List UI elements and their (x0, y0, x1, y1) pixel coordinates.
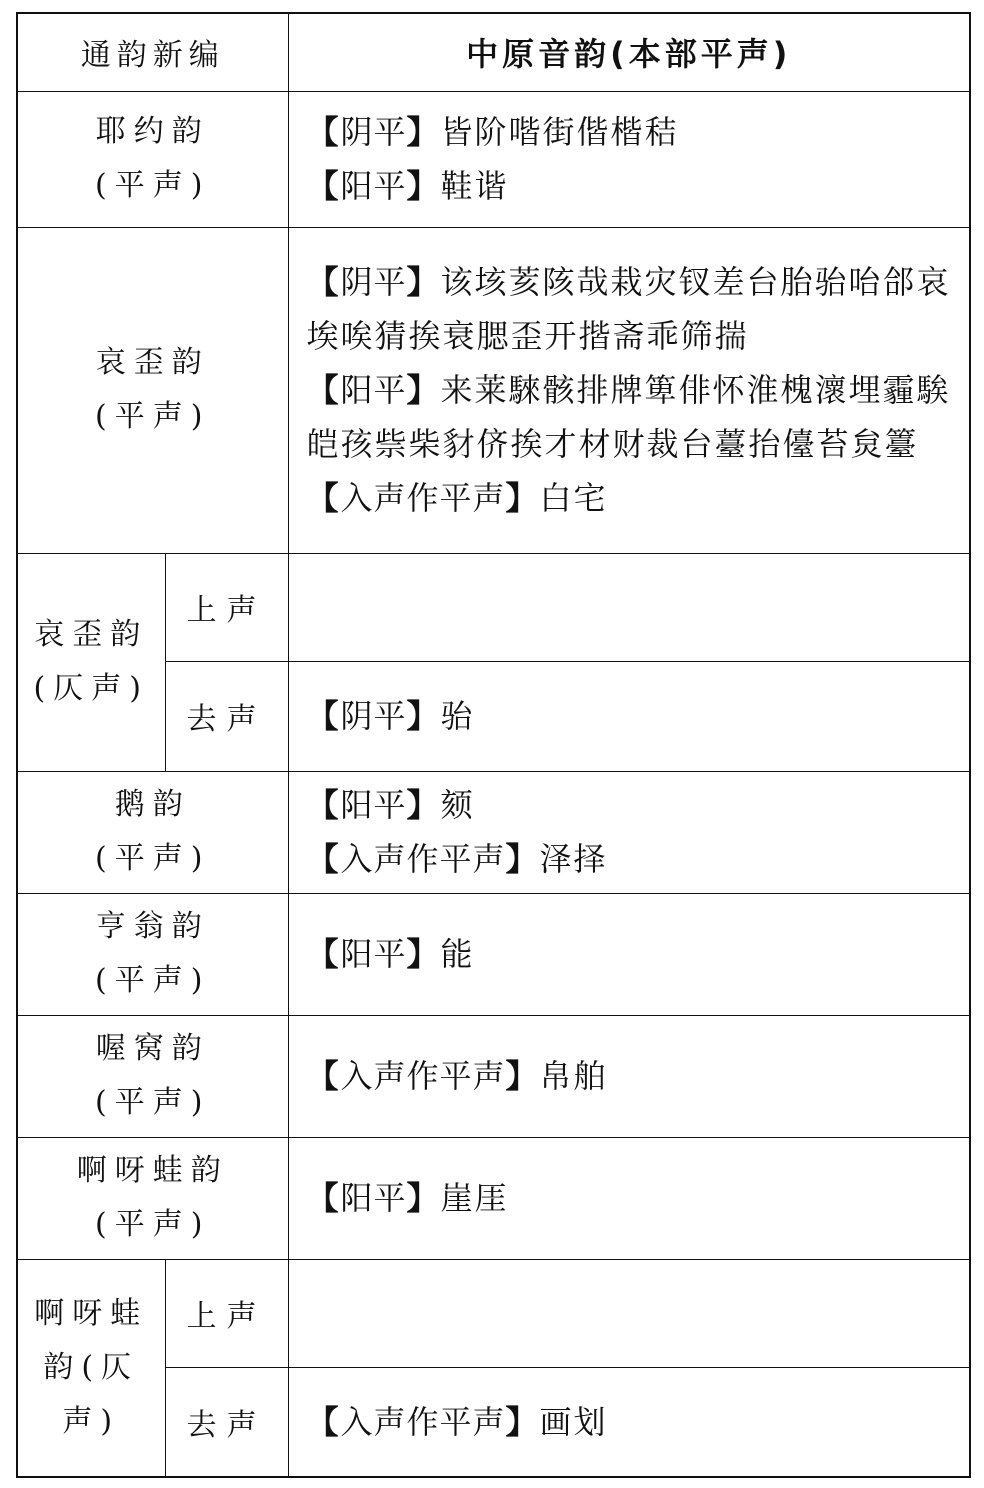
tone-group: 韵(仄声) (43, 1349, 140, 1439)
char-line: 【阴平】该垓荄陔哉栽灾钗差台胎骀咍郃哀埃唉猜挨衰腮歪开揩斋乖筛揣 (306, 263, 951, 355)
char-list: 皆阶喈街偕楷秸 (440, 113, 679, 151)
rhyme-name: 耶约韵 (95, 114, 210, 149)
char-list: 颏 (440, 786, 475, 824)
table-row (17, 893, 970, 1015)
rhyme-name-cell (17, 553, 165, 771)
char-list: 鞋谐 (440, 167, 509, 205)
rhyme-name: 鹅韵 (114, 787, 191, 822)
char-line: 【阳平】鞋谐 (306, 167, 509, 205)
table-row (17, 553, 970, 661)
char-list: 能 (440, 935, 475, 973)
char-list: 帛舶 (539, 1057, 608, 1095)
tone-name-cell: 上声 (165, 1259, 288, 1367)
rhyme-comparison-table (16, 12, 971, 1478)
tone-tag: 入声作平声 (340, 479, 506, 517)
tone-group: (平声) (95, 168, 211, 203)
rhyme-name: 亨翁韵 (95, 909, 210, 944)
rhyme-name-cell (17, 1259, 165, 1477)
table-row (17, 91, 970, 227)
rhyme-name-cell (17, 893, 288, 1015)
table-row (17, 771, 970, 893)
tone-tag: 阳平 (340, 786, 407, 824)
table-row (17, 1259, 970, 1367)
char-list: 来莱騋骸排牌箄俳怀淮槐瀤埋霾騃皑孩祡柴豺侪挨才材财裁台薹抬儓苔炱籉 (306, 371, 951, 463)
char-line: 【入声作平声】帛舶 (306, 1057, 608, 1095)
char-list: 骀 (440, 697, 475, 735)
tone-group: (平声) (95, 963, 211, 998)
rhyme-name: 啊呀蛙 (34, 1295, 149, 1331)
rhyme-name-cell (17, 1137, 288, 1259)
char-line: 【阳平】来莱騋骸排牌箄俳怀淮槐瀤埋霾騃皑孩祡柴豺侪挨才材财裁台薹抬儓苔炱籉 (306, 371, 951, 463)
char-line: 【入声作平声】泽择 (306, 840, 608, 878)
rhyme-name-cell (17, 1015, 288, 1137)
rhyme-name-cell (17, 91, 288, 227)
rhyme-chars-cell (288, 1137, 970, 1259)
tone-name-cell: 上声 (165, 553, 288, 661)
tone-tag: 阴平 (340, 113, 407, 151)
char-list: 崖厓 (440, 1179, 509, 1217)
rhyme-chars-cell (288, 1367, 970, 1477)
tone-tag: 阳平 (340, 371, 407, 409)
table-row (17, 227, 970, 553)
char-list: 泽择 (539, 840, 608, 878)
char-line: 【阳平】颏 (306, 786, 475, 824)
tone-group: (平声) (95, 1207, 211, 1242)
rhyme-name: 哀歪韵 (34, 617, 149, 652)
rhyme-name: 喔窝韵 (95, 1031, 210, 1066)
tone-tag: 入声作平声 (340, 840, 506, 878)
rhyme-chars-cell (288, 661, 970, 771)
tone-group: (平声) (95, 1085, 211, 1120)
tone-tag: 阴平 (340, 263, 407, 301)
char-list: 画划 (539, 1402, 608, 1441)
rhyme-name-cell (17, 227, 288, 553)
tone-tag: 入声作平声 (340, 1057, 506, 1095)
tone-tag: 入声作平声 (340, 1402, 506, 1441)
rhyme-name: 啊呀蛙韵 (76, 1153, 229, 1188)
rhyme-name-cell (17, 771, 288, 893)
char-line: 【入声作平声】白宅 (306, 479, 608, 517)
char-line: 【入声作平声】画划 (306, 1402, 608, 1441)
tone-group: (平声) (95, 399, 211, 434)
tone-tag: 阳平 (340, 1179, 407, 1217)
rhyme-chars-cell (288, 893, 970, 1015)
tone-tag: 阳平 (340, 167, 407, 205)
rhyme-chars-cell (288, 1259, 970, 1367)
table-row (17, 1015, 970, 1137)
header-row (17, 13, 970, 91)
tone-tag: 阴平 (340, 697, 407, 735)
rhyme-chars-cell (288, 91, 970, 227)
char-line: 【阳平】崖厓 (306, 1179, 509, 1217)
header-right-cell: 中原音韵(本部平声) (288, 13, 970, 91)
rhyme-chars-cell (288, 553, 970, 661)
table-row (17, 1137, 970, 1259)
rhyme-chars-cell (288, 771, 970, 893)
char-list: 白宅 (539, 479, 608, 517)
header-left-cell: 通韵新编 (17, 13, 288, 91)
tone-tag: 阳平 (340, 935, 407, 973)
rhyme-chars-cell (288, 1015, 970, 1137)
char-line: 【阳平】能 (306, 935, 475, 973)
tone-group: (平声) (95, 841, 211, 876)
char-list: 该垓荄陔哉栽灾钗差台胎骀咍郃哀埃唉猜挨衰腮歪开揩斋乖筛揣 (306, 263, 951, 355)
tone-name-cell: 去声 (165, 661, 288, 771)
char-line: 【阴平】皆阶喈街偕楷秸 (306, 113, 679, 151)
tone-name-cell: 去声 (165, 1367, 288, 1477)
rhyme-name: 哀歪韵 (95, 345, 210, 380)
char-line: 【阴平】骀 (306, 697, 475, 735)
rhyme-chars-cell (288, 227, 970, 553)
tone-group: (仄声) (33, 671, 149, 706)
